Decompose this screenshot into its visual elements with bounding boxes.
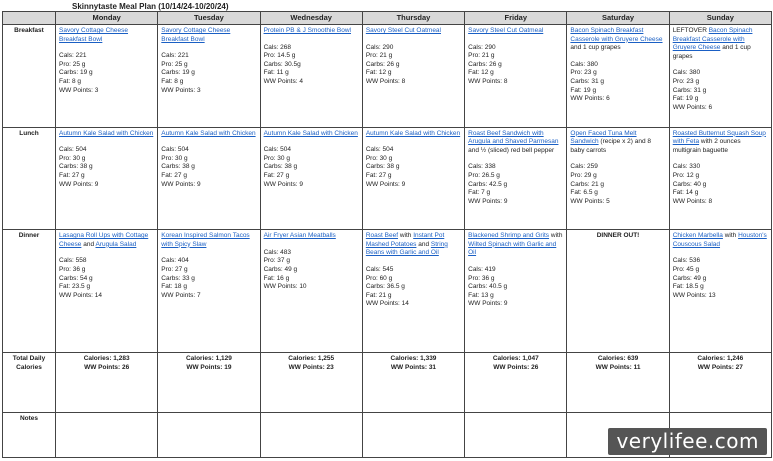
carbs-value: Carbs: 54 g xyxy=(59,274,93,282)
total-ww-points: WW Points: 19 xyxy=(186,363,232,371)
protein-value: Pro: 23 g xyxy=(570,69,597,77)
fat-value: Fat: 19 g xyxy=(672,95,699,103)
day-header-tuesday: Tuesday xyxy=(158,12,260,25)
carbs-value: Carbs: 49 g xyxy=(672,274,707,282)
carbs-value: Carbs: 31 g xyxy=(570,77,605,85)
breakfast-row xyxy=(3,25,772,128)
recipe-title xyxy=(366,130,461,139)
fat-value: Fat: 8 g xyxy=(161,77,184,85)
protein-value: Pro: 36 g xyxy=(59,265,86,273)
calories-value: Cals: 545 xyxy=(365,265,394,273)
carbs-value: Carbs: 36.5 g xyxy=(365,283,405,291)
corner-cell xyxy=(3,12,56,25)
recipe-link[interactable]: Houston's Couscous Salad xyxy=(672,232,767,248)
nutrition-info xyxy=(366,146,461,189)
protein-value: Pro: 21 g xyxy=(468,52,495,60)
nutrition-info xyxy=(366,266,461,309)
ww-points-value: WW Points: 5 xyxy=(570,197,610,205)
nutrition-info xyxy=(468,163,563,206)
protein-value: Pro: 30 g xyxy=(263,154,290,162)
calories-value: Cals: 259 xyxy=(570,163,598,171)
row-label-notes: Notes xyxy=(3,412,56,457)
calories-value: Cals: 221 xyxy=(161,52,189,60)
calories-value: Cals: 268 xyxy=(263,43,292,51)
calories-value: Cals: 338 xyxy=(468,163,496,171)
recipe-link[interactable]: Bacon Spinach Breakfast Casserole with Gruyere Cheese xyxy=(570,27,663,43)
calories-value: Cals: 504 xyxy=(365,146,394,154)
calories-value: Cals: 330 xyxy=(672,163,701,171)
calories-value: Cals: 504 xyxy=(59,146,87,154)
carbs-value: Carbs: 26 g xyxy=(365,60,400,68)
ww-points-value: WW Points: 13 xyxy=(672,291,716,299)
row-label-lunch: Lunch xyxy=(3,127,56,230)
calories-value: Cals: 504 xyxy=(161,146,189,154)
meal-cell-dinner-sunday xyxy=(669,230,771,353)
recipe-link[interactable]: Autumn Kale Salad with Chicken xyxy=(263,129,358,137)
fat-value: Fat: 18.5 g xyxy=(672,283,704,291)
protein-value: Pro: 26.5 g xyxy=(468,171,500,179)
meal-cell-lunch-monday xyxy=(56,127,158,230)
ww-points-value: WW Points: 7 xyxy=(161,291,201,299)
recipe-title xyxy=(366,27,461,36)
ww-points-value: WW Points: 14 xyxy=(59,291,102,299)
nutrition-info xyxy=(570,61,665,104)
carbs-value: Carbs: 21 g xyxy=(570,180,605,188)
carbs-value: Carbs: 42.5 g xyxy=(468,180,508,188)
recipe-text: LEFTOVER xyxy=(672,27,709,34)
ww-points-value: WW Points: 3 xyxy=(161,86,201,94)
meal-cell-lunch-friday xyxy=(465,127,567,230)
protein-value: Pro: 25 g xyxy=(161,60,188,68)
recipe-text: and 1 cup grapes xyxy=(570,44,621,52)
calories-value: Cals: 380 xyxy=(570,60,598,68)
ww-points-value: WW Points: 9 xyxy=(365,180,406,188)
fat-value: Fat: 7 g xyxy=(468,189,491,197)
day-header-monday: Monday xyxy=(56,12,158,25)
nutrition-info xyxy=(59,257,154,300)
total-ww-points: WW Points: 11 xyxy=(595,363,641,371)
protein-value: Pro: 45 g xyxy=(672,265,700,273)
calories-value: Cals: 221 xyxy=(59,52,87,60)
recipe-text: and xyxy=(416,240,431,248)
recipe-link[interactable]: Savory Steel Cut Oatmeal xyxy=(365,27,441,34)
protein-value: Pro: 60 g xyxy=(365,274,393,282)
carbs-value: Carbs: 38 g xyxy=(365,163,400,171)
protein-value: Pro: 12 g xyxy=(672,171,700,179)
total-calories: Calories: 1,339 xyxy=(390,355,437,363)
recipe-link[interactable]: Arugula Salad xyxy=(95,240,137,248)
recipe-title xyxy=(366,232,461,258)
calories-value: Cals: 558 xyxy=(59,257,87,265)
fat-value: Fat: 8 g xyxy=(59,77,82,85)
protein-value: Pro: 30 g xyxy=(59,154,86,162)
recipe-text: with xyxy=(549,232,563,240)
recipe-link[interactable]: Roasted Butternut Squash Soup with Feta xyxy=(672,129,766,146)
carbs-value: Carbs: 38 g xyxy=(263,163,298,171)
dinner-row xyxy=(3,230,772,353)
carbs-value: Carbs: 19 g xyxy=(59,69,93,77)
meal-cell-lunch-wednesday xyxy=(260,127,362,230)
meal-cell-lunch-saturday xyxy=(567,127,669,230)
total-cell-tuesday xyxy=(158,353,260,412)
recipe-link[interactable]: Open Faced Tuna Melt Sandwich xyxy=(570,129,637,146)
fat-value: Fat: 27 g xyxy=(365,171,392,179)
recipe-link[interactable]: Lasagna Roll Ups with Cottage Cheese xyxy=(59,232,149,248)
meal-cell-breakfast-wednesday xyxy=(260,25,362,128)
protein-value: Pro: 36 g xyxy=(468,274,495,282)
carbs-value: Carbs: 30.5g xyxy=(263,60,301,68)
carbs-value: Carbs: 49 g xyxy=(263,265,298,273)
fat-value: Fat: 23.5 g xyxy=(59,283,91,291)
total-calories: Calories: 1,246 xyxy=(697,355,744,363)
protein-value: Pro: 14.5 g xyxy=(263,52,296,60)
fat-value: Fat: 27 g xyxy=(59,171,85,179)
row-label-dinner: Dinner xyxy=(3,230,56,353)
recipe-link[interactable]: Korean Inspired Salmon Tacos with Spicy Slaw xyxy=(161,232,250,248)
recipe-title xyxy=(468,130,563,156)
fat-value: Fat: 16 g xyxy=(263,274,290,282)
recipe-text: and ½ (sliced) red bell pepper xyxy=(468,146,555,154)
recipe-text: and 1 cup grapes xyxy=(672,44,751,60)
total-cell-monday xyxy=(56,353,158,412)
protein-value: Pro: 27 g xyxy=(161,265,188,273)
protein-value: Pro: 21 g xyxy=(365,52,393,60)
ww-points-value: WW Points: 9 xyxy=(468,300,508,308)
dinner-out-label: DINNER OUT! xyxy=(596,232,640,240)
meal-plan-table xyxy=(2,11,772,458)
calories-value: Cals: 504 xyxy=(263,146,292,154)
meal-cell-dinner-saturday xyxy=(567,230,669,353)
total-ww-points: WW Points: 31 xyxy=(390,363,437,371)
meal-cell-dinner-wednesday xyxy=(260,230,362,353)
calories-value: Cals: 404 xyxy=(161,257,189,265)
day-header-row xyxy=(3,12,772,25)
nutrition-info xyxy=(673,163,768,206)
total-ww-points: WW Points: 23 xyxy=(288,363,334,371)
total-calories: Calories: 1,283 xyxy=(83,355,130,363)
recipe-link[interactable]: Savory Cottage Cheese Breakfast Bowl xyxy=(59,27,129,43)
fat-value: Fat: 27 g xyxy=(263,171,290,179)
recipe-link[interactable]: Instant Pot Mashed Potatoes xyxy=(365,232,445,248)
carbs-value: Carbs: 19 g xyxy=(161,69,195,77)
carbs-value: Carbs: 33 g xyxy=(161,274,195,282)
carbs-value: Carbs: 40 g xyxy=(672,180,707,188)
watermark-logo: verylifee.com xyxy=(608,428,767,455)
ww-points-value: WW Points: 3 xyxy=(59,86,99,94)
nutrition-info xyxy=(264,146,359,189)
meal-cell-lunch-thursday xyxy=(362,127,464,230)
protein-value: Pro: 37 g xyxy=(263,257,290,265)
nutrition-info xyxy=(468,44,563,87)
nutrition-info xyxy=(59,146,154,189)
recipe-link[interactable]: Bacon Spinach Breakfast Casserole with Gruyere Cheese xyxy=(672,27,753,52)
nutrition-info xyxy=(366,44,461,87)
fat-value: Fat: 12 g xyxy=(365,69,392,77)
recipe-link[interactable]: Autumn Kale Salad with Chicken xyxy=(365,129,461,137)
day-header-friday: Friday xyxy=(465,12,567,25)
notes-cell-tuesday xyxy=(158,412,260,457)
notes-cell-wednesday xyxy=(260,412,362,457)
meal-cell-breakfast-saturday xyxy=(567,25,669,128)
fat-value: Fat: 27 g xyxy=(161,171,187,179)
calories-value: Cals: 290 xyxy=(468,43,496,51)
recipe-link[interactable]: Roast Beef xyxy=(365,232,399,240)
fat-value: Fat: 14 g xyxy=(672,189,699,197)
calories-value: Cals: 536 xyxy=(672,257,701,265)
total-calories: Calories: 1,255 xyxy=(288,355,335,363)
recipe-link[interactable]: Autumn Kale Salad with Chicken xyxy=(59,129,154,137)
recipe-title xyxy=(161,232,256,249)
meal-cell-lunch-sunday xyxy=(669,127,771,230)
nutrition-info xyxy=(161,52,256,95)
nutrition-info xyxy=(264,249,359,292)
fat-value: Fat: 19 g xyxy=(570,86,597,94)
row-label-breakfast: Breakfast xyxy=(3,25,56,128)
total-ww-points: WW Points: 26 xyxy=(493,363,539,371)
protein-value: Pro: 25 g xyxy=(59,60,86,68)
recipe-text: with xyxy=(722,232,739,240)
recipe-link[interactable]: Chicken Marbella xyxy=(672,232,723,240)
recipe-text: with 2 ounces multigrain baguette xyxy=(672,138,741,154)
recipe-title xyxy=(264,27,359,36)
total-cell-thursday xyxy=(362,353,464,412)
recipe-link[interactable]: Autumn Kale Salad with Chicken xyxy=(161,129,256,137)
recipe-text: with xyxy=(398,232,414,240)
protein-value: Pro: 23 g xyxy=(672,77,700,85)
total-calories: Calories: 639 xyxy=(597,355,639,363)
recipe-link[interactable]: Roast Beef Sandwich with Arugula and Shaved Parmesan xyxy=(468,129,559,146)
day-header-saturday: Saturday xyxy=(567,12,669,25)
calories-value: Cals: 290 xyxy=(365,43,394,51)
notes-cell-thursday xyxy=(362,412,464,457)
protein-value: Pro: 30 g xyxy=(365,154,393,162)
nutrition-info xyxy=(468,266,563,309)
ww-points-value: WW Points: 14 xyxy=(365,300,409,308)
calories-value: Cals: 483 xyxy=(263,248,292,256)
nutrition-info xyxy=(673,257,768,300)
carbs-value: Carbs: 38 g xyxy=(59,163,93,171)
recipe-title xyxy=(570,130,665,156)
fat-value: Fat: 6.5 g xyxy=(570,189,598,197)
recipe-link[interactable]: Savory Cottage Cheese Breakfast Bowl xyxy=(161,27,231,43)
ww-points-value: WW Points: 8 xyxy=(365,77,406,85)
nutrition-info xyxy=(673,69,768,112)
recipe-title xyxy=(59,130,154,139)
recipe-link[interactable]: Blackened Shrimp and Grits xyxy=(468,232,550,240)
meal-cell-dinner-tuesday xyxy=(158,230,260,353)
total-cell-friday xyxy=(465,353,567,412)
recipe-title xyxy=(570,27,665,53)
nutrition-info xyxy=(161,146,256,189)
recipe-link[interactable]: Air Fryer Asian Meatballs xyxy=(263,232,336,240)
meal-cell-breakfast-monday xyxy=(56,25,158,128)
ww-points-value: WW Points: 9 xyxy=(468,197,508,205)
recipe-title xyxy=(264,130,359,139)
fat-value: Fat: 13 g xyxy=(468,291,494,299)
lunch-row xyxy=(3,127,772,230)
meal-cell-dinner-monday xyxy=(56,230,158,353)
notes-cell-friday xyxy=(465,412,567,457)
day-header-wednesday: Wednesday xyxy=(260,12,362,25)
day-header-sunday: Sunday xyxy=(669,12,771,25)
carbs-value: Carbs: 31 g xyxy=(672,86,707,94)
day-header-thursday: Thursday xyxy=(362,12,464,25)
recipe-link[interactable]: Wilted Spinach with Garlic and Oil xyxy=(468,240,557,257)
fat-value: Fat: 21 g xyxy=(365,291,392,299)
protein-value: Pro: 30 g xyxy=(161,154,188,162)
total-calories: Calories: 1,047 xyxy=(492,355,539,363)
ww-points-value: WW Points: 6 xyxy=(672,103,713,111)
recipe-link[interactable]: Protein PB & J Smoothie Bowl xyxy=(263,27,351,34)
meal-cell-breakfast-thursday xyxy=(362,25,464,128)
ww-points-value: WW Points: 9 xyxy=(263,180,303,188)
recipe-link[interactable]: Savory Steel Cut Oatmeal xyxy=(468,27,544,34)
recipe-text: (recipe x 2) and 8 baby carrots xyxy=(570,138,651,154)
fat-value: Fat: 18 g xyxy=(161,283,187,291)
ww-points-value: WW Points: 6 xyxy=(570,95,610,103)
ww-points-value: WW Points: 9 xyxy=(161,180,201,188)
totals-row xyxy=(3,353,772,412)
total-cell-saturday xyxy=(567,353,669,412)
carbs-value: Carbs: 26 g xyxy=(468,60,502,68)
recipe-title xyxy=(673,27,768,61)
meal-cell-breakfast-sunday xyxy=(669,25,771,128)
ww-points-value: WW Points: 4 xyxy=(263,77,303,85)
document-title: Skinnytaste Meal Plan (10/14/24-10/20/24) xyxy=(72,2,229,11)
recipe-text: and xyxy=(81,240,96,248)
total-cell-sunday xyxy=(669,353,771,412)
ww-points-value: WW Points: 8 xyxy=(468,77,508,85)
meal-cell-lunch-tuesday xyxy=(158,127,260,230)
meal-cell-breakfast-tuesday xyxy=(158,25,260,128)
nutrition-info xyxy=(161,257,256,300)
ww-points-value: WW Points: 10 xyxy=(263,283,307,291)
recipe-title xyxy=(673,232,768,249)
recipe-title xyxy=(161,130,256,139)
recipe-title xyxy=(59,232,154,249)
recipe-title xyxy=(468,232,563,258)
recipe-link[interactable]: String Beans with Garlic and Oil xyxy=(365,240,448,257)
nutrition-info xyxy=(264,44,359,87)
fat-value: Fat: 11 g xyxy=(263,69,289,77)
recipe-title xyxy=(264,232,359,241)
fat-value: Fat: 12 g xyxy=(468,69,494,77)
total-ww-points: WW Points: 26 xyxy=(84,363,130,371)
meal-cell-dinner-thursday xyxy=(362,230,464,353)
total-ww-points: WW Points: 27 xyxy=(697,363,743,371)
carbs-value: Carbs: 38 g xyxy=(161,163,195,171)
calories-value: Cals: 380 xyxy=(672,69,701,77)
calories-value: Cals: 419 xyxy=(468,265,496,273)
nutrition-info xyxy=(59,52,154,95)
recipe-title xyxy=(468,27,563,36)
recipe-title xyxy=(673,130,768,156)
ww-points-value: WW Points: 8 xyxy=(672,197,713,205)
recipe-title xyxy=(59,27,154,44)
total-calories: Calories: 1,129 xyxy=(185,355,232,363)
meal-cell-breakfast-friday xyxy=(465,25,567,128)
ww-points-value: WW Points: 9 xyxy=(59,180,99,188)
notes-cell-monday xyxy=(56,412,158,457)
nutrition-info xyxy=(570,163,665,206)
row-label-totals: Total Daily Calories xyxy=(3,353,56,412)
meal-cell-dinner-friday xyxy=(465,230,567,353)
carbs-value: Carbs: 40.5 g xyxy=(468,283,508,291)
recipe-title xyxy=(161,27,256,44)
protein-value: Pro: 29 g xyxy=(570,171,597,179)
total-cell-wednesday xyxy=(260,353,362,412)
